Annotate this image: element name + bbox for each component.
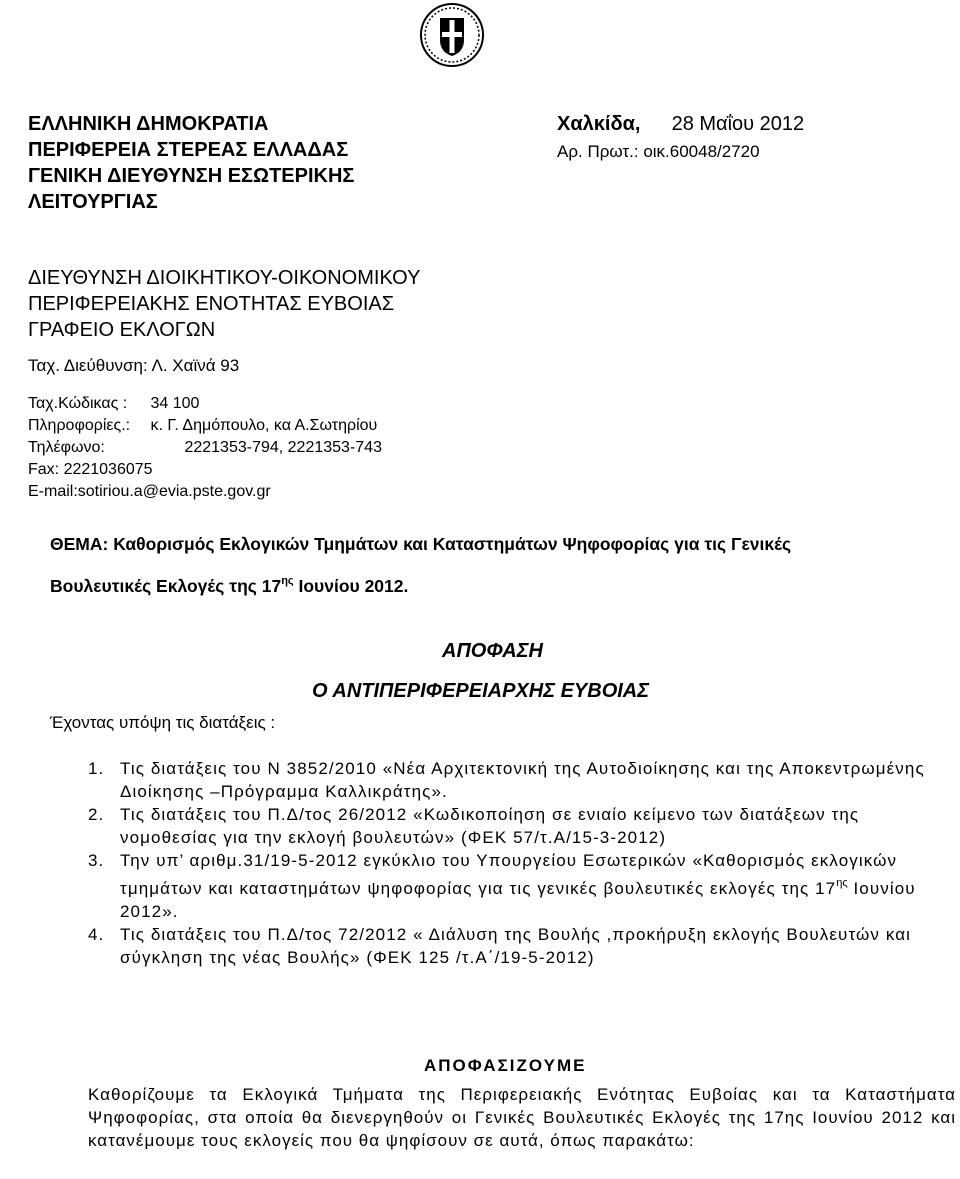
item-text: Τις διατάξεις του Π.Δ/τος 26/2012 «Κωδικοποίηση σε ενιαίο κείμενο των διατάξεων της νομοθεσίας για την εκλογή βουλευτών» (ΦΕΚ 57/τ.Α/15-3-2012) <box>120 805 860 847</box>
department-line: ΠΕΡΙΦΕΡΕΙΑΚΗΣ ΕΝΟΤΗΤΑΣ ΕΥΒΟΙΑΣ <box>28 293 395 315</box>
info-label: Πληροφορίες.: <box>28 417 131 434</box>
item-text: Ιουνίου 2012». <box>120 879 916 921</box>
ordinal-suffix: ης <box>281 575 294 587</box>
place-date <box>557 111 804 137</box>
info-value: κ. Γ. Δημόπουλο, κα Α.Σωτηρίου <box>150 417 378 434</box>
phone-value: 2221353-794, 2221353-743 <box>184 439 382 456</box>
subject-line: ΘΕΜΑ: Καθορισμός Εκλογικών Τμημάτων και Καταστημάτων Ψηφοφορίας για τις Γενικές <box>50 534 792 554</box>
greek-coat-of-arms-icon <box>419 2 485 68</box>
issuing-authority <box>28 111 354 215</box>
department-line: ΓΡΑΦΕΙΟ ΕΚΛΟΓΩΝ <box>28 319 216 341</box>
list-item <box>88 757 956 803</box>
item-text: Τις διατάξεις του Ν 3852/2010 «Νέα Αρχιτεκτονική της Αυτοδιοίκησης και της Αποκεντρωμένης Διοίκησης –Πρόγραμμα Καλλικράτης». <box>120 759 925 801</box>
authority-line: ΕΛΛΗΝΙΚΗ ΔΗΜΟΚΡΑΤΙΑ <box>28 113 269 135</box>
date-block <box>557 111 804 165</box>
item-text: Τις διατάξεις του Π.Δ/τος 72/2012 « Διάλυση της Βουλής ,προκήρυξη εκλογής Βουλευτών και σύγκληση της νέας Βουλής» (ΦΕΚ 125 /τ.Α΄/19-5-2012) <box>120 925 912 967</box>
list-item <box>88 923 956 969</box>
postcode-value: 34 100 <box>150 395 200 412</box>
ordinal-suffix: ης <box>836 877 848 889</box>
contact-details <box>28 393 382 503</box>
subject-text: Ιουνίου 2012. <box>293 576 409 596</box>
considering-intro: Έχοντας υπόψη τις διατάξεις : <box>50 713 276 732</box>
email: E-mail:sotiriou.a@evia.pste.gov.gr <box>28 483 271 500</box>
decide-paragraph: Καθορίζουμε τα Εκλογικά Τμήματα της Περιφερειακής Ενότητας Ευβοίας και τα Καταστήματα Ψηφοφορίας, στα οποία θα διενεργηθούν οι Γενικές Βουλευτικές Εκλογές της 17ης Ιουνίου 2012 και κατανέμουμε τους εκλογείς που θα ψηφίσουν σε αυτά, όπως παρακάτω: <box>88 1085 956 1150</box>
item-text: Την υπ’ αριθμ.31/19-5-2012 εγκύκλιο του Υπουργείου Εσωτερικών «Καθορισμός εκλογικών τμημάτων και καταστημάτων ψηφοφορίας για τις γενικές βουλευτικές εκλογές της 17 <box>120 851 898 898</box>
department-line: ΔΙΕΥΘΥΝΣΗ ΔΙΟΙΚΗΤΙΚΟΥ-ΟΙΚΟΝΟΜΙΚΟΥ <box>28 267 421 289</box>
item-number: 2. <box>88 805 105 824</box>
date: 28 Μαΐου 2012 <box>671 113 805 135</box>
postcode-label: Ταχ.Κώδικας : <box>28 395 128 412</box>
list-item <box>88 849 956 923</box>
authority-line: ΠΕΡΙΦΕΡΕΙΑ ΣΤΕΡΕΑΣ ΕΛΛΑΔΑΣ <box>28 139 349 161</box>
postal-address: Ταχ. Διεύθυνση: Λ. Χαϊνά 93 <box>28 356 240 375</box>
protocol-number: Αρ. Πρωτ.: οικ.60048/2720 <box>557 142 760 161</box>
subject <box>50 526 791 605</box>
info-row <box>28 415 382 437</box>
fax: Fax: 2221036075 <box>28 461 153 478</box>
subject-line <box>50 563 791 605</box>
decision-title: ΑΠΟΦΑΣΗ <box>442 640 543 662</box>
decide-heading: ΑΠΟΦΑΣΙΖΟΥΜΕ <box>424 1056 587 1075</box>
item-number: 3. <box>88 851 105 870</box>
postcode-row <box>28 393 382 415</box>
phone-label: Τηλέφωνο: <box>28 439 105 456</box>
list-item <box>88 803 956 849</box>
subject-text: Βουλευτικές Εκλογές της 17 <box>50 576 282 596</box>
authority-title: Ο ΑΝΤΙΠΕΡΙΦΕΡΕΙΑΡΧΗΣ ΕΥΒΟΙΑΣ <box>312 680 650 702</box>
provisions-list <box>88 757 956 969</box>
department-block <box>28 265 420 343</box>
item-number: 4. <box>88 925 105 944</box>
phone-row <box>28 437 382 459</box>
authority-line: ΓΕΝΙΚΗ ΔΙΕΥΘΥΝΣΗ ΕΣΩΤΕΡΙΚΗΣ <box>28 165 355 187</box>
authority-line: ΛΕΙΤΟΥΡΓΙΑΣ <box>28 191 158 213</box>
item-number: 1. <box>88 759 105 778</box>
place: Χαλκίδα, <box>557 113 641 135</box>
